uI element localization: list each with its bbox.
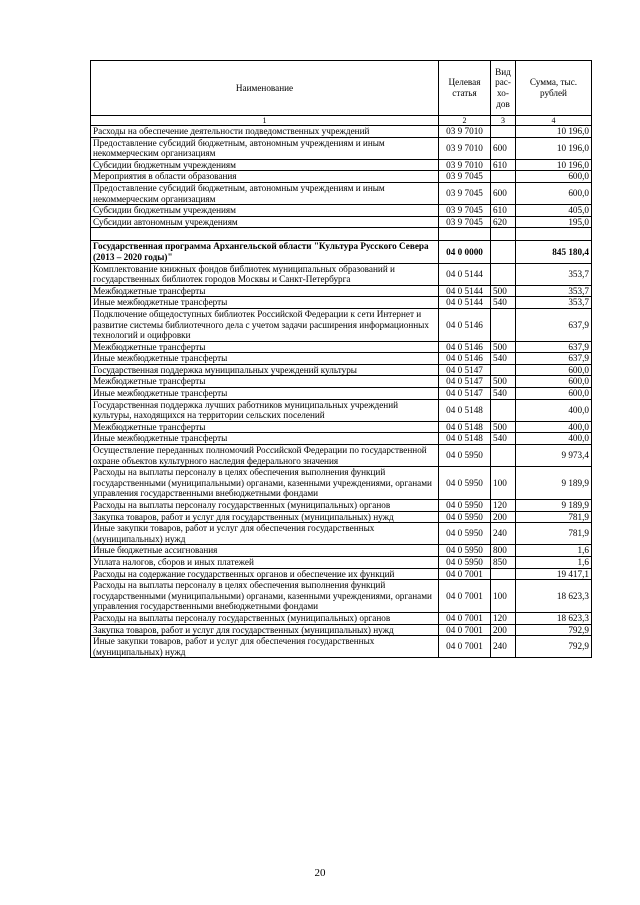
cell-code — [439, 228, 491, 241]
cell-type: 200 — [491, 511, 516, 523]
cell-sum: 400,0 — [516, 433, 592, 445]
cell-code: 03 9 7045 — [439, 216, 491, 228]
cell-code: 04 0 5950 — [439, 545, 491, 557]
cell-name: Иные межбюджетные трансферты — [91, 388, 439, 400]
cell-code: 04 0 0000 — [439, 241, 491, 263]
cell-sum: 10 196,0 — [516, 126, 592, 138]
cell-name: Иные бюджетные ассигнования — [91, 545, 439, 557]
column-number: 2 — [439, 116, 491, 126]
cell-name: Мероприятия в области образования — [91, 171, 439, 183]
table-row — [91, 182, 592, 204]
table-row — [91, 388, 592, 400]
cell-sum: 10 196,0 — [516, 137, 592, 159]
cell-code: 04 0 5950 — [439, 445, 491, 467]
cell-type — [491, 241, 516, 263]
budget-table — [90, 60, 592, 658]
cell-code: 04 0 5950 — [439, 523, 491, 545]
table-header-row — [91, 61, 592, 116]
table-row — [91, 137, 592, 159]
cell-sum: 9 189,9 — [516, 500, 592, 512]
cell-sum: 10 196,0 — [516, 159, 592, 171]
table-row — [91, 433, 592, 445]
table-row — [91, 297, 592, 309]
cell-code: 04 0 5147 — [439, 364, 491, 376]
cell-type: 500 — [491, 341, 516, 353]
cell-type — [491, 399, 516, 421]
cell-name: Иные межбюджетные трансферты — [91, 297, 439, 309]
column-number: 1 — [91, 116, 439, 126]
cell-name: Расходы на выплаты персоналу в целях обеспечения выполнения функций государственными (муниципальными) органами, казенными учреждениями, органами управления государственными внебюджетными фондами — [91, 467, 439, 500]
cell-sum: 400,0 — [516, 399, 592, 421]
cell-type: 540 — [491, 353, 516, 365]
document-page — [90, 60, 591, 658]
cell-type: 540 — [491, 433, 516, 445]
cell-sum — [516, 228, 592, 241]
cell-code: 04 0 5950 — [439, 500, 491, 512]
cell-code: 04 0 5950 — [439, 511, 491, 523]
cell-name: Расходы на содержание государственных органов и обеспечение их функций — [91, 568, 439, 580]
cell-code: 04 0 5148 — [439, 421, 491, 433]
cell-name: Расходы на выплаты персоналу государственных (муниципальных) органов — [91, 612, 439, 624]
cell-type — [491, 228, 516, 241]
header-code: Целевая статья — [439, 61, 491, 116]
cell-type: 600 — [491, 137, 516, 159]
cell-name: Иные межбюджетные трансферты — [91, 353, 439, 365]
cell-sum: 792,9 — [516, 636, 592, 658]
cell-name: Предоставление субсидий бюджетным, автономным учреждениям и иным некоммерческим организациям — [91, 182, 439, 204]
cell-type — [491, 364, 516, 376]
cell-sum: 405,0 — [516, 205, 592, 217]
cell-code: 03 9 7010 — [439, 137, 491, 159]
cell-sum: 845 180,4 — [516, 241, 592, 263]
cell-code: 03 9 7010 — [439, 126, 491, 138]
header-sum: Сумма, тыс. рублей — [516, 61, 592, 116]
table-row — [91, 445, 592, 467]
cell-name: Иные закупки товаров, работ и услуг для обеспечения государственных (муниципальных) нужд — [91, 636, 439, 658]
cell-sum: 637,9 — [516, 341, 592, 353]
cell-sum: 353,7 — [516, 263, 592, 285]
cell-type: 540 — [491, 297, 516, 309]
table-row — [91, 263, 592, 285]
cell-sum: 9 973,4 — [516, 445, 592, 467]
cell-name: Субсидии бюджетным учреждениям — [91, 205, 439, 217]
cell-sum: 600,0 — [516, 171, 592, 183]
cell-sum: 400,0 — [516, 421, 592, 433]
cell-name: Осуществление переданных полномочий Российской Федерации по государственной охране объектов культурного наследия федерального значения — [91, 445, 439, 467]
cell-code: 03 9 7045 — [439, 182, 491, 204]
table-row — [91, 159, 592, 171]
cell-code: 04 0 7001 — [439, 636, 491, 658]
cell-type: 610 — [491, 205, 516, 217]
table-row — [91, 364, 592, 376]
cell-code: 04 0 5147 — [439, 376, 491, 388]
cell-sum: 18 623,3 — [516, 580, 592, 613]
cell-name: Закупка товаров, работ и услуг для государственных (муниципальных) нужд — [91, 624, 439, 636]
table-row — [91, 241, 592, 263]
column-number-row — [91, 116, 592, 126]
cell-type: 120 — [491, 612, 516, 624]
table-row — [91, 580, 592, 613]
cell-code: 04 0 5144 — [439, 297, 491, 309]
cell-sum: 637,9 — [516, 353, 592, 365]
cell-type: 540 — [491, 388, 516, 400]
cell-name: Комплектование книжных фондов библиотек муниципальных образований и государственных библиотек городов Москвы и Санкт-Петербурга — [91, 263, 439, 285]
cell-type: 600 — [491, 182, 516, 204]
table-row — [91, 399, 592, 421]
cell-name: Субсидии автономным учреждениям — [91, 216, 439, 228]
table-row — [91, 341, 592, 353]
cell-sum: 1,6 — [516, 556, 592, 568]
table-row — [91, 421, 592, 433]
table-row — [91, 308, 592, 341]
cell-name: Субсидии бюджетным учреждениям — [91, 159, 439, 171]
table-row — [91, 500, 592, 512]
table-row — [91, 353, 592, 365]
cell-code: 04 0 5146 — [439, 353, 491, 365]
cell-name: Закупка товаров, работ и услуг для государственных (муниципальных) нужд — [91, 511, 439, 523]
table-row — [91, 568, 592, 580]
cell-type: 100 — [491, 580, 516, 613]
cell-type — [491, 126, 516, 138]
header-type: Вид рас-хо-дов — [491, 61, 516, 116]
cell-name: Государственная поддержка муниципальных учреждений культуры — [91, 364, 439, 376]
cell-code: 04 0 7001 — [439, 624, 491, 636]
cell-name: Межбюджетные трансферты — [91, 285, 439, 297]
cell-code: 04 0 7001 — [439, 568, 491, 580]
cell-code: 04 0 5950 — [439, 467, 491, 500]
cell-name: Расходы на выплаты персоналу в целях обеспечения выполнения функций государственными (муниципальными) органами, казенными учреждениями, органами управления государственными внебюджетными фондами — [91, 580, 439, 613]
cell-name: Межбюджетные трансферты — [91, 421, 439, 433]
table-row — [91, 511, 592, 523]
cell-code: 04 0 5148 — [439, 399, 491, 421]
cell-code: 04 0 7001 — [439, 580, 491, 613]
cell-type: 500 — [491, 421, 516, 433]
cell-type: 620 — [491, 216, 516, 228]
cell-sum: 600,0 — [516, 388, 592, 400]
cell-code: 04 0 5146 — [439, 341, 491, 353]
cell-code: 04 0 5148 — [439, 433, 491, 445]
cell-name: Межбюджетные трансферты — [91, 376, 439, 388]
spacer-row — [91, 228, 592, 241]
cell-name: Уплата налогов, сборов и иных платежей — [91, 556, 439, 568]
table-body — [91, 126, 592, 658]
cell-code: 03 9 7010 — [439, 159, 491, 171]
cell-code: 04 0 5144 — [439, 263, 491, 285]
cell-sum: 781,9 — [516, 511, 592, 523]
cell-type: 100 — [491, 467, 516, 500]
cell-type — [491, 568, 516, 580]
cell-type: 850 — [491, 556, 516, 568]
cell-type: 500 — [491, 285, 516, 297]
table-row — [91, 612, 592, 624]
column-number: 3 — [491, 116, 516, 126]
cell-type: 240 — [491, 636, 516, 658]
cell-sum: 600,0 — [516, 376, 592, 388]
table-row — [91, 205, 592, 217]
cell-code: 04 0 5950 — [439, 556, 491, 568]
page-number: 20 — [314, 867, 326, 879]
cell-name: Государственная программа Архангельской области "Культура Русского Севера (2013 – 2020 годы)" — [91, 241, 439, 263]
cell-name: Подключение общедоступных библиотек Российской Федерации к сети Интернет и развитие системы библиотечного дела с учетом задачи расширения информационных технологий и оцифровки — [91, 308, 439, 341]
cell-name: Предоставление субсидий бюджетным, автономным учреждениям и иным некоммерческим организациям — [91, 137, 439, 159]
table-row — [91, 636, 592, 658]
header-name: Наименование — [91, 61, 439, 116]
cell-sum: 18 623,3 — [516, 612, 592, 624]
table-row — [91, 545, 592, 557]
cell-type — [491, 263, 516, 285]
cell-code: 04 0 5144 — [439, 285, 491, 297]
cell-type: 800 — [491, 545, 516, 557]
table-row — [91, 376, 592, 388]
table-row — [91, 216, 592, 228]
table-row — [91, 523, 592, 545]
cell-type — [491, 171, 516, 183]
cell-sum: 600,0 — [516, 364, 592, 376]
table-row — [91, 624, 592, 636]
cell-type — [491, 308, 516, 341]
cell-code: 04 0 5146 — [439, 308, 491, 341]
cell-name: Межбюджетные трансферты — [91, 341, 439, 353]
cell-name: Расходы на обеспечение деятельности подведомственных учреждений — [91, 126, 439, 138]
cell-code: 03 9 7045 — [439, 205, 491, 217]
cell-code: 03 9 7045 — [439, 171, 491, 183]
cell-sum: 353,7 — [516, 285, 592, 297]
cell-name: Иные межбюджетные трансферты — [91, 433, 439, 445]
cell-name — [91, 228, 439, 241]
cell-code: 04 0 5147 — [439, 388, 491, 400]
cell-type: 240 — [491, 523, 516, 545]
table-row — [91, 285, 592, 297]
cell-sum: 781,9 — [516, 523, 592, 545]
cell-type: 500 — [491, 376, 516, 388]
cell-sum: 637,9 — [516, 308, 592, 341]
cell-sum: 19 417,1 — [516, 568, 592, 580]
cell-sum: 600,0 — [516, 182, 592, 204]
table-row — [91, 171, 592, 183]
cell-type: 200 — [491, 624, 516, 636]
column-number: 4 — [516, 116, 592, 126]
cell-type: 120 — [491, 500, 516, 512]
table-row — [91, 126, 592, 138]
cell-sum: 353,7 — [516, 297, 592, 309]
cell-type — [491, 445, 516, 467]
cell-name: Расходы на выплаты персоналу государственных (муниципальных) органов — [91, 500, 439, 512]
cell-sum: 1,6 — [516, 545, 592, 557]
cell-code: 04 0 7001 — [439, 612, 491, 624]
cell-type: 610 — [491, 159, 516, 171]
cell-sum: 792,9 — [516, 624, 592, 636]
cell-name: Государственная поддержка лучших работников муниципальных учреждений культуры, находящихся на территории сельских поселений — [91, 399, 439, 421]
cell-sum: 9 189,9 — [516, 467, 592, 500]
cell-name: Иные закупки товаров, работ и услуг для обеспечения государственных (муниципальных) нужд — [91, 523, 439, 545]
table-row — [91, 467, 592, 500]
cell-sum: 195,0 — [516, 216, 592, 228]
table-row — [91, 556, 592, 568]
